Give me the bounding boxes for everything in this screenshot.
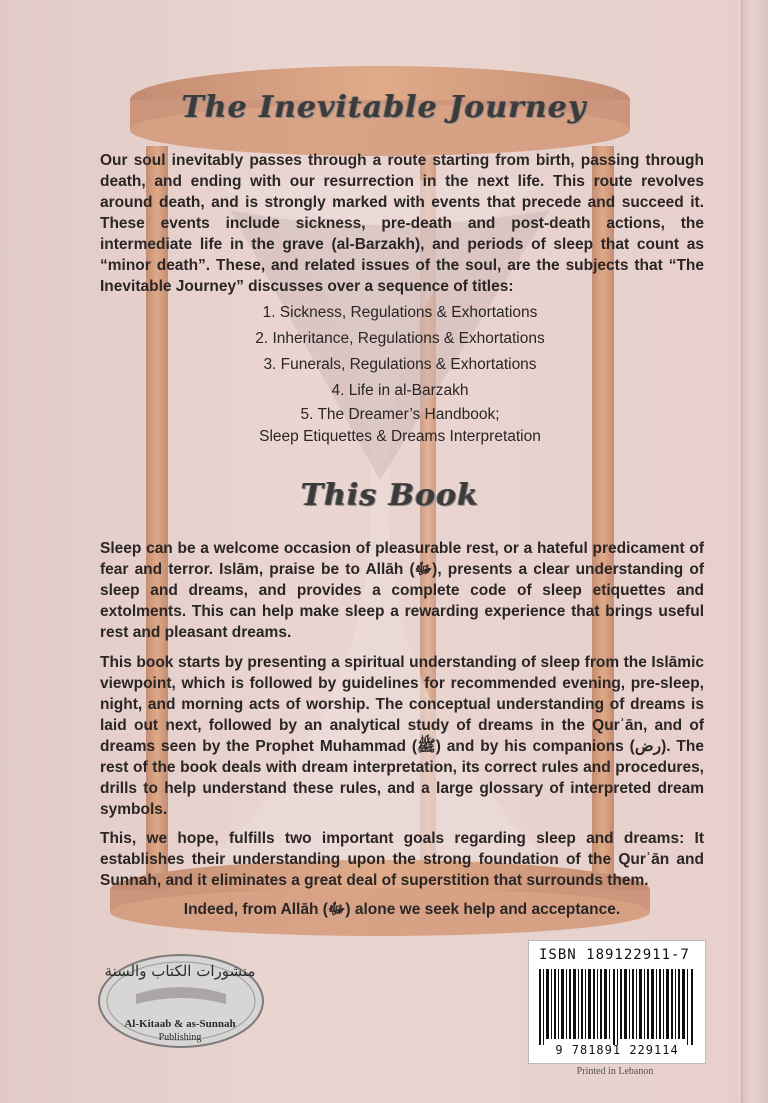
barcode-icon: [539, 969, 695, 1045]
body-paragraph: This book starts by presenting a spiritual understanding of sleep from the Islāmic viewpoint, which is followed by guidelines for recommended evening, pre-sleep, night, and morning acts of worship. The conceptual understanding of dreams is laid out next, followed by an analytical study of dreams in the Qurʾān, and of dreams seen by the Prophet Muhammad (ﷺ) and by his companions (رض). The rest of the book deals with dream interpretation, its correct rules and procedures, drills to help understand these rules, and a large glossary of interpreted dream symbols.: [100, 654, 704, 818]
list-item: Sleep Etiquettes & Dreams Interpretation: [259, 428, 541, 445]
list-item: 5. The Dreamer’s Handbook;: [300, 406, 500, 423]
intro-paragraph: Our soul inevitably passes through a route starting from birth, passing through death, and ending with our resurrection in the next life. This route revolves around death, and is strongly marked with events that precede and succeed it. These events include sickness, pre-death and post-death actions, the intermediate life in the grave (al-Barzakh), and periods of sleep that count as “minor death”. These, and related issues of the soul, are the subjects that “The Inevitable Journey” discusses over a sequence of titles:: [100, 152, 704, 295]
list-item: 4. Life in al-Barzakh: [331, 382, 469, 399]
book-spine-edge: [741, 0, 768, 1103]
publisher-name: Al-Kitaab & as-Sunnah: [124, 1018, 236, 1030]
list-item: 2. Inheritance, Regulations & Exhortations: [255, 330, 545, 347]
titles-list: [190, 300, 610, 448]
printed-in-label: Printed in Lebanon: [576, 1066, 654, 1077]
publisher-name-arabic: منشورات الكتاب والسنة: [104, 962, 256, 980]
body-paragraph: Sleep can be a welcome occasion of pleasurable rest, or a hateful predicament of fear and terror. Islām, praise be to Allāh (ﷻ), presents a clear understanding of sleep and dreams, and provides a complete code of sleep etiquettes and extolments. This can help make sleep a rewarding experience that brings useful rest and pleasant dreams.: [100, 540, 704, 641]
isbn-barcode-box: [528, 940, 706, 1064]
barcode-digits: 9 781891 229114: [555, 1043, 679, 1057]
publisher-subtitle: Publishing: [158, 1032, 202, 1043]
heading-this-book: This Book: [300, 478, 480, 513]
heading-inevitable-journey: The Inevitable Journey: [181, 90, 587, 125]
isbn-number: ISBN 189122911-7: [539, 947, 690, 963]
list-item: 1. Sickness, Regulations & Exhortations: [262, 304, 538, 321]
body-paragraph: Indeed, from Allāh (ﷻ) alone we seek help and acceptance.: [183, 901, 621, 918]
list-item: 3. Funerals, Regulations & Exhortations: [263, 356, 537, 373]
body-paragraph: This, we hope, fulfills two important goals regarding sleep and dreams: It establishes their understanding upon the strong foundation of the Qurʾān and Sunnah, and it eliminates a great deal of superstition that surrounds them.: [100, 830, 704, 889]
